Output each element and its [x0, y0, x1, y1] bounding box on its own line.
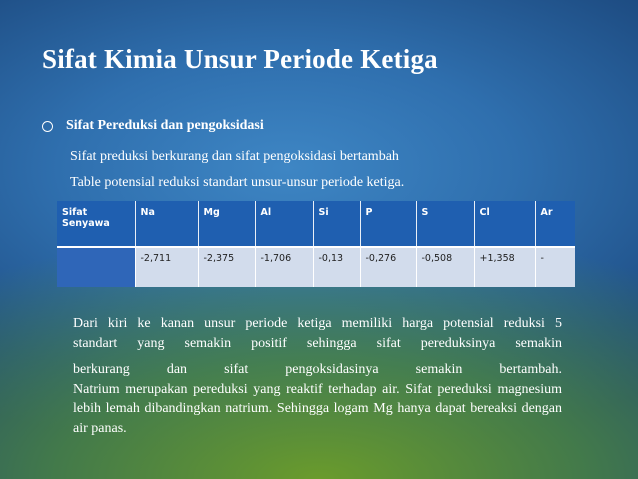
header-cell-label: Sifat Senyawa [57, 201, 135, 247]
paragraph-line-2: standart yang semakin positif sehingga sifat pereduksinya semakin [73, 335, 562, 351]
table-cell: -2,375 [198, 247, 255, 287]
table-cell: -2,711 [135, 247, 198, 287]
header-cell: Na [135, 201, 198, 247]
sub-line-1: Sifat preduksi berkurang dan sifat pengoksidasi bertambah [70, 149, 399, 164]
header-cell: P [360, 201, 416, 247]
table-header-row [57, 201, 575, 247]
header-cell: Al [255, 201, 313, 247]
row-label-cell [57, 247, 135, 287]
header-cell: Si [313, 201, 360, 247]
table-cell: -0,276 [360, 247, 416, 287]
paragraph-line-1: Dari kiri ke kanan unsur periode ketiga memiliki harga potensial reduksi 5 [73, 316, 562, 331]
table-cell: -1,706 [255, 247, 313, 287]
table-cell: -0,508 [416, 247, 474, 287]
table-cell: - [535, 247, 575, 287]
paragraph-rest: Natrium merupakan pereduksi yang reaktif terhadap air. Sifat pereduksi magnesium lebih lemah dibandingkan natrium. Sehingga logam Mg hanya dapat bereaksi dengan air panas. [73, 381, 562, 436]
reduction-potential-table [57, 201, 575, 287]
ring-bullet-icon [42, 121, 53, 132]
bullet-item [42, 118, 264, 134]
paragraph-line-3: berkurang dan sifat pengoksidasinya semakin bertambah. [73, 362, 562, 377]
sub-line-2: Table potensial reduksi standart unsur-unsur periode ketiga. [70, 175, 405, 190]
table-cell: -0,13 [313, 247, 360, 287]
header-cell: Cl [474, 201, 535, 247]
table-row [57, 247, 575, 287]
header-cell: Mg [198, 201, 255, 247]
header-cell: Ar [540, 207, 553, 218]
slide-title: Sifat Kimia Unsur Periode Ketiga [42, 44, 438, 74]
table-cell: +1,358 [474, 247, 535, 287]
bullet-text: Sifat Pereduksi dan pengoksidasi [66, 118, 264, 133]
explanation-paragraph [73, 314, 562, 438]
header-cell: S [416, 201, 474, 247]
